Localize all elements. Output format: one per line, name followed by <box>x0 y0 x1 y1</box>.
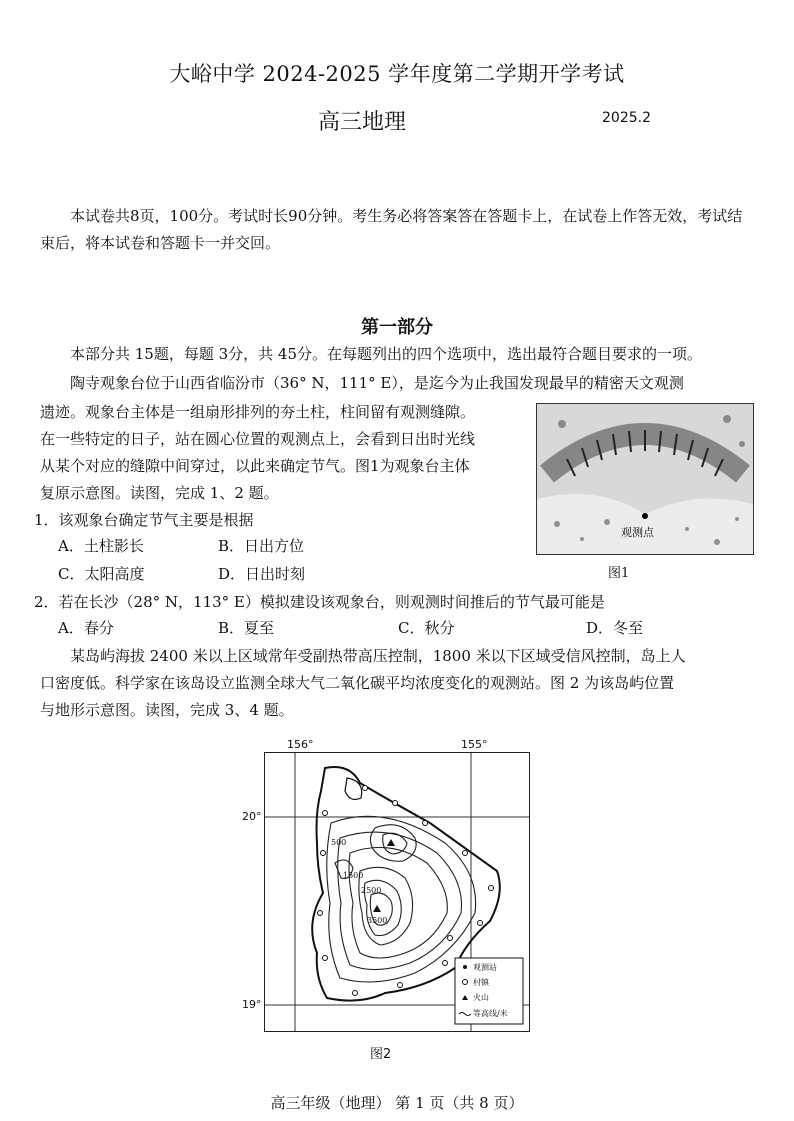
observation-point-label: 观测点 <box>621 526 654 539</box>
instructions: 本试卷共8页，100分。考试时长90分钟。考生务必将答案答在答题卡上，在试卷上作答无效，考试结束后，将本试卷和答题卡一并交回。 <box>40 207 743 252</box>
latitude-label-19: 19° <box>242 998 262 1011</box>
question2-option-b: B．夏至 <box>218 619 275 637</box>
legend-village-label: 村镇 <box>473 978 489 987</box>
contour-label-1500: 1500 <box>343 871 364 880</box>
passage1-line: 从某个对应的缝隙中间穿过，以此来确定节气。图1为观象台主体 <box>40 457 470 475</box>
legend-station-icon <box>463 965 467 969</box>
island-contour-map <box>265 753 529 1031</box>
legend-contour-label: 等高线/米 <box>473 1009 508 1018</box>
question1-option-c: C．太阳高度 <box>58 565 145 583</box>
legend-volcano-label: 火山 <box>473 993 489 1002</box>
passage1-line: 遗迹。观象台主体是一组扇形排列的夯土柱，柱间留有观测缝隙。 <box>40 403 476 421</box>
legend-station-label: 观测站 <box>473 963 497 972</box>
question1-option-a: A．土柱影长 <box>58 537 144 555</box>
latitude-label-20: 20° <box>242 810 262 823</box>
question1-option-d: D．日出时刻 <box>218 565 306 583</box>
volcano-marker <box>373 905 381 912</box>
figure1-observatory-image <box>536 403 754 555</box>
part-title: 第一部分 <box>361 317 433 338</box>
longitude-label-155: 155° <box>461 738 488 751</box>
passage2-line: 某岛屿海拔 2400 米以上区域常年受副热带高压控制，1800 米以下区域受信风控制，岛上人 <box>70 647 686 665</box>
longitude-label-156: 156° <box>287 738 314 751</box>
figure1-caption: 图1 <box>608 566 630 581</box>
part-description: 本部分共 15题，每题 3分，共 45分。在每题列出的四个选项中，选出最符合题目要求的一项。 <box>70 345 703 363</box>
passage2-line: 口密度低。科学家在该岛设立监测全球大气二氧化碳平均浓度变化的观测站。图 2 为该岛屿位置 <box>40 674 675 692</box>
passage1-line: 在一些特定的日子，站在圆心位置的观测点上，会看到日出时光线 <box>40 430 476 448</box>
question2-stem: 2．若在长沙（28° N，113° E）模拟建设该观象台，则观测时间推后的节气最可能是 <box>34 593 605 611</box>
figure2-caption: 图2 <box>370 1047 392 1062</box>
page-footer: 高三年级（地理） 第 1 页（共 8 页） <box>270 1094 524 1112</box>
contour-label-2500: 2500 <box>361 886 382 895</box>
figure2-island-map <box>264 752 530 1032</box>
legend-village-icon <box>463 980 468 985</box>
passage2-line: 与地形示意图。读图，完成 3、4 题。 <box>40 701 294 719</box>
passage1-line: 陶寺观象台位于山西省临汾市（36° N，111° E），是迄今为止我国发现最早的精密天文观测 <box>70 374 684 392</box>
exam-subject: 高三地理 <box>318 110 407 135</box>
contour-label-3500: 3500 <box>367 916 388 925</box>
question1-stem: 1．该观象台确定节气主要是根据 <box>34 511 254 529</box>
contour-label-500: 500 <box>331 838 347 847</box>
exam-title: 大峪中学 2024-2025 学年度第二学期开学考试 <box>169 62 625 86</box>
question2-option-d: D．冬至 <box>586 619 644 637</box>
exam-date: 2025.2 <box>602 110 651 126</box>
question1-option-b: B．日出方位 <box>218 537 305 555</box>
volcano-marker <box>387 839 395 846</box>
passage1-line: 复原示意图。读图，完成 1、2 题。 <box>40 484 279 502</box>
question2-option-c: C．秋分 <box>398 619 455 637</box>
question2-option-a: A．春分 <box>58 619 114 637</box>
